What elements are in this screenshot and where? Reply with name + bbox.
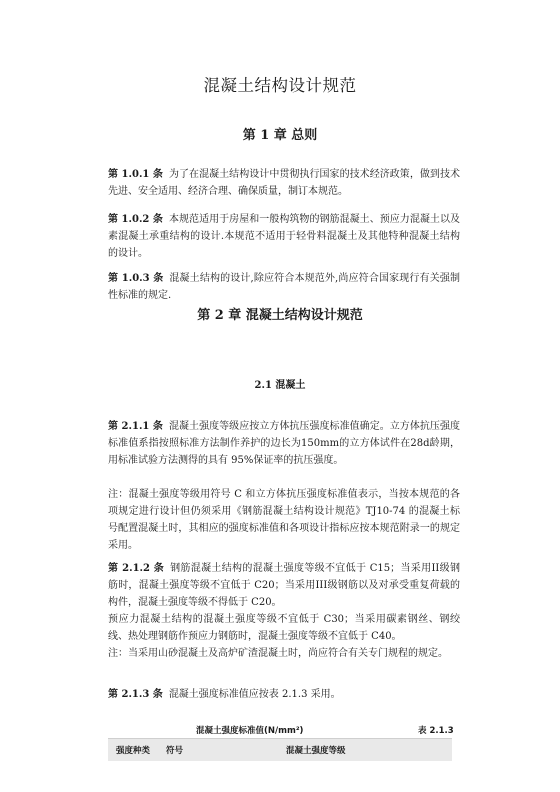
clause-text: 混凝土结构的设计,除应符合本规范外,尚应符合国家现行有关强制性标准的规定. <box>108 273 460 301</box>
clause-2-1-2-paragraph-2: 预应力混凝土结构的混凝土强度等级不宜低于 C30；当采用碳素钢丝、钢绞线、热处理钢筋作预应力钢筋时，混凝土强度等级不宜低于 C40。 <box>108 614 460 642</box>
clause-text: 混凝土强度等级应按立方体抗压强度标准值确定。立方体抗压强度标准值系指按照标准方法制作养护的边长为150mm的立方体试件在28d龄期，用标准试验方法测得的具有 95%保证率的抗压强度。 <box>108 421 460 466</box>
clause-number: 第 1.0.3 条 <box>108 273 164 284</box>
clause-2-1-1 <box>108 418 460 469</box>
table-header-cell: 符号 <box>166 746 184 756</box>
clause-1-0-2 <box>108 211 460 262</box>
table-caption: 混凝土强度标准值(N/mm²) <box>196 726 304 736</box>
clause-number: 第 2.1.3 条 <box>108 689 163 700</box>
section-2-1-heading: 2.1 混凝土 <box>254 380 306 391</box>
table-number: 表 2.1.3 <box>418 726 454 736</box>
clause-1-0-3 <box>108 270 460 304</box>
chapter-2-heading: 第 2 章 混凝土结构设计规范 <box>197 308 363 323</box>
document-title: 混凝土结构设计规范 <box>203 76 357 95</box>
clause-number: 第 1.0.2 条 <box>108 214 163 225</box>
clause-number: 第 2.1.1 条 <box>108 421 163 432</box>
table-header-row <box>108 738 452 761</box>
table-header-cell: 强度种类 <box>116 746 151 756</box>
clause-1-0-1 <box>108 166 460 200</box>
table-header-cell: 混凝土强度等级 <box>286 746 346 756</box>
clause-2-1-2 <box>108 560 460 611</box>
clause-text: 混凝土强度标准值应按表 2.1.3 采用。 <box>168 689 341 700</box>
chapter-1-heading: 第 1 章 总则 <box>242 128 318 143</box>
clause-number: 第 2.1.2 条 <box>108 563 165 574</box>
clause-text: 钢筋混凝土结构的混凝土强度等级不宜低于 C15；当采用II级钢筋时，混凝土强度等级不宜低于 C20；当采用III级钢筋以及对承受重复荷载的构件，混凝土强度等级不得低于 C20。 <box>108 563 460 608</box>
clause-2-1-3 <box>108 686 460 703</box>
clause-text: 本规范适用于房屋和一般构筑物的钢筋混凝土、预应力混凝土以及素混凝土承重结构的设计.本规范不适用于轻骨料混凝土及其他特种混凝土结构的设计。 <box>108 214 460 259</box>
clause-number: 第 1.0.1 条 <box>108 169 163 180</box>
clause-text: 为了在混凝土结构设计中贯彻执行国家的技术经济政策，做到技术先进、安全适用、经济合理、确保质量，制订本规范。 <box>108 169 460 197</box>
clause-2-1-2-note: 注：当采用山砂混凝土及高炉矿渣混凝土时，尚应符合有关专门规程的规定。 <box>108 648 448 659</box>
clause-2-1-1-note: 注：混凝土强度等级用符号 C 和立方体抗压强度标准值表示，当按本规范的各项规定进行设计但仍须采用《钢筋混凝土结构设计规范》TJ10-74 的混凝土标号配置混凝土时，其相应的强度标准值和各项设计指标应按本规范附录一的规定采用。 <box>108 489 460 551</box>
